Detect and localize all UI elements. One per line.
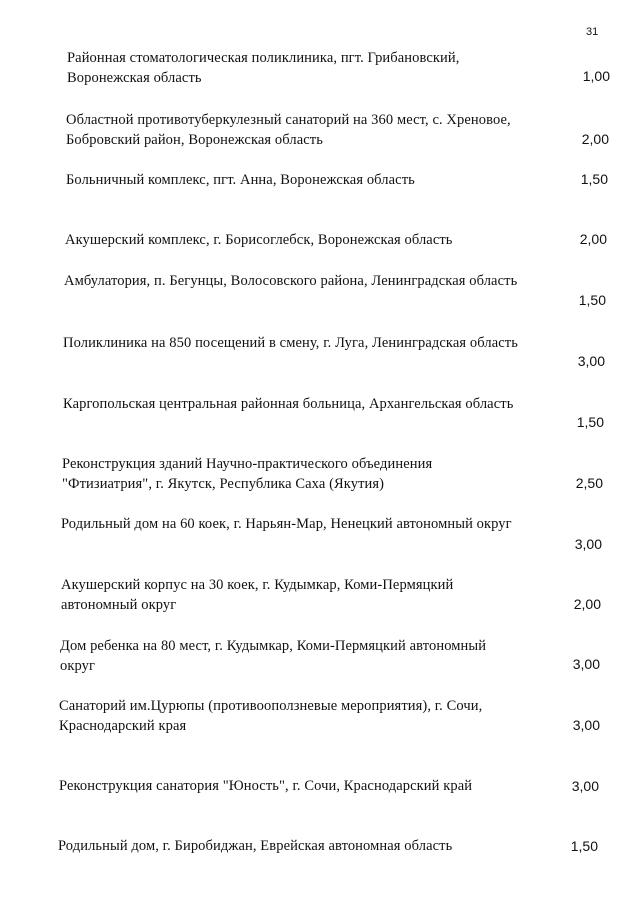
- entry-description: Районная стоматологическая поликлиника, пгт. Грибановский, Воронежская область: [67, 50, 460, 86]
- entry-description: Реконструкция зданий Научно-практического объединения "Фтизиатрия", г. Якутск, Республика Саха (Якутия): [62, 456, 433, 492]
- entry-description: Поликлиника на 850 посещений в смену, г. Луга, Ленинградская область: [63, 335, 518, 351]
- entry-value: 1,50: [580, 171, 608, 187]
- entry-value: 1,50: [578, 292, 606, 308]
- entry-value: 2,00: [579, 231, 607, 247]
- entry-description: Областной противотуберкулезный санаторий на 360 мест, с. Хреновое, Бобровский район, Воронежская область: [66, 112, 511, 148]
- entry-description: Санаторий им.Цурюпы (противооползневые мероприятия), г. Сочи, Краснодарский края: [59, 698, 483, 734]
- entry-description: Каргопольская центральная районная больница, Архангельская область: [63, 396, 514, 412]
- page-number: 31: [586, 26, 599, 38]
- entry-description: Акушерский корпус на 30 коек, г. Кудымкар, Коми-Пермяцкий автономный округ: [61, 577, 454, 613]
- entry-value: 2,50: [575, 475, 603, 491]
- entry-description: Амбулатория, п. Бегунцы, Волосовского района, Ленинградская область: [64, 273, 518, 289]
- entry-value: 3,00: [577, 353, 605, 369]
- entry-value: 1,00: [582, 68, 610, 84]
- entry-value: 1,50: [576, 414, 604, 430]
- entry-description: Акушерский комплекс, г. Борисоглебск, Воронежская область: [65, 232, 453, 248]
- entry-description: Родильный дом на 60 коек, г. Нарьян-Мар, Ненецкий автономный округ: [61, 516, 512, 532]
- entry-value: 3,00: [572, 717, 600, 733]
- entry-value: 3,00: [571, 778, 599, 794]
- entry-description: Родильный дом, г. Биробиджан, Еврейская автономная область: [58, 838, 453, 854]
- entry-description: Реконструкция санатория "Юность", г. Сочи, Краснодарский край: [59, 778, 473, 794]
- entry-value: 3,00: [572, 656, 600, 672]
- entry-description: Дом ребенка на 80 мест, г. Кудымкар, Коми-Пермяцкий автономный округ: [60, 638, 487, 674]
- entry-description: Больничный комплекс, пгт. Анна, Воронежская область: [66, 172, 415, 188]
- entry-value: 2,00: [581, 131, 609, 147]
- entry-value: 1,50: [570, 838, 598, 854]
- entry-value: 2,00: [573, 596, 601, 612]
- entry-value: 3,00: [574, 536, 602, 552]
